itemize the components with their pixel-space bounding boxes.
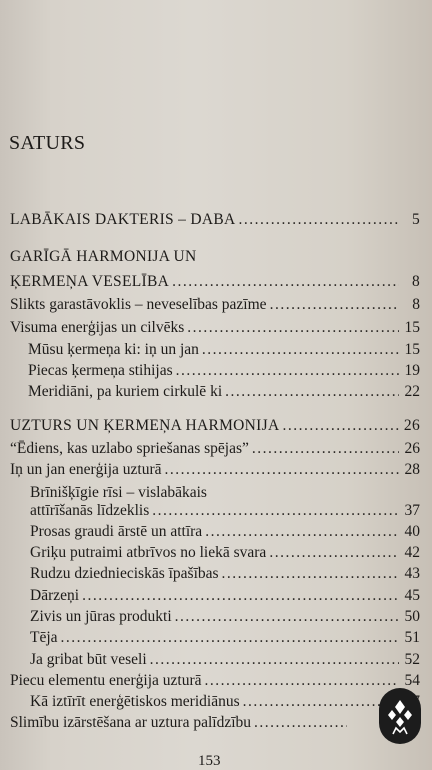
toc-entry-title: Prosas graudi ārstē un attīra (30, 523, 203, 540)
leader-dots (205, 673, 399, 689)
toc-entry-title: Piecu elementu enerģija uzturā (10, 672, 202, 689)
leader-dots (172, 274, 399, 290)
toc-entry-page: 40 (404, 523, 420, 540)
toc-entry-page: 51 (404, 629, 420, 646)
toc-entry (10, 462, 420, 478)
toc-entry (10, 673, 420, 689)
leader-dots (252, 441, 399, 457)
leader-dots (239, 212, 400, 228)
toc-entry (30, 652, 420, 668)
toc-entry-page: 45 (404, 587, 420, 604)
toc-entry-title: LABĀKAIS DAKTERIS – DABA (10, 211, 236, 228)
toc-entry-page: 42 (404, 544, 420, 561)
toc-entry (28, 342, 420, 358)
leader-dots (270, 297, 399, 313)
leader-dots (254, 715, 347, 731)
leader-dots (187, 320, 399, 336)
toc-entry-title: Tēja (30, 629, 58, 646)
diamond-logo-icon (379, 688, 421, 744)
toc-entry-title: Piecas ķermeņa stihijas (28, 362, 173, 379)
toc-entry (30, 545, 420, 561)
toc-entry-title: Meridiāni, pa kuriem cirkulē ki (28, 383, 223, 400)
toc-entry-title: Iņ un jan enerģija uzturā (10, 461, 162, 478)
toc-entry-title: Zivis un jūras produkti (30, 608, 172, 625)
toc-entry (10, 418, 420, 434)
toc-entry-page: 8 (411, 273, 420, 290)
toc-entry-page: 5 (411, 211, 420, 228)
toc-entry-title-line1: Brīnišķīgie rīsi – vislabākais (30, 484, 207, 501)
toc-entry-title: Mūsu ķermeņa ki: iņ un jan (28, 341, 199, 358)
toc-entry-title: Kā iztīrīt enerģētiskos meridiānus (30, 693, 240, 710)
toc-entry-title: Rudzu dziednieciskās īpašības (30, 565, 219, 582)
leader-dots (152, 503, 399, 519)
toc-entry-title: Dārzeņi (30, 587, 80, 604)
leader-dots (202, 342, 399, 358)
leader-dots (225, 384, 399, 400)
toc-entry-page: 37 (404, 502, 420, 519)
toc-entry-title: UZTURS UN ĶERMEŅA HARMONIJA (10, 417, 280, 434)
toc-entry (30, 566, 420, 582)
toc-entry (28, 384, 420, 400)
leader-dots (165, 462, 400, 478)
toc-entry-page: 50 (404, 608, 420, 625)
toc-entry-page: 15 (404, 341, 420, 358)
toc-entry-title: Griķu putraimi atbrīvos no liekā svara (30, 544, 267, 561)
leader-dots (150, 652, 399, 668)
toc-entry (30, 694, 420, 710)
toc-entry (10, 715, 368, 731)
page-number: 153 (198, 753, 221, 769)
toc-entry-title: Ja gribat būt veseli (30, 651, 147, 668)
toc-entry (30, 609, 420, 625)
leader-dots (61, 630, 399, 646)
toc-entry-page: 15 (404, 319, 420, 336)
toc-entry (10, 320, 420, 336)
toc-entry-title: Slimību izārstēšana ar uztura palīdzību (10, 714, 252, 731)
toc-entry-page: 26 (403, 417, 420, 434)
toc-entry-title: ĶERMEŅA VESELĪBA (10, 273, 170, 290)
toc-entry-page: 22 (404, 383, 420, 400)
leader-dots (205, 524, 399, 540)
toc-entry (10, 212, 420, 228)
toc-entry (30, 588, 420, 604)
toc-entry-page: 43 (404, 565, 420, 582)
leader-dots (175, 609, 399, 625)
toc-entry-page: 28 (404, 461, 420, 478)
leader-dots (222, 566, 399, 582)
leader-dots (282, 418, 399, 434)
toc-entry-page: 54 (404, 672, 420, 689)
toc-entry (30, 524, 420, 540)
page-title: SATURS (9, 132, 86, 154)
toc-entry (10, 274, 420, 290)
toc-entry (10, 297, 420, 313)
toc-entry (30, 630, 420, 646)
toc-entry-title: Visuma enerģijas un cilvēks (10, 319, 185, 336)
toc-entry-page: 52 (404, 651, 420, 668)
toc-entry-title: “Ēdiens, kas uzlabo spriešanas spējas” (10, 440, 249, 457)
leader-dots (176, 363, 399, 379)
toc-entry (28, 363, 420, 379)
leader-dots (82, 588, 399, 604)
toc-entry-page: 8 (412, 296, 420, 313)
toc-entry (30, 503, 420, 519)
leader-dots (269, 545, 399, 561)
toc-entry-page: 26 (404, 440, 420, 457)
toc-entry (10, 441, 420, 457)
toc-entry-title: Slikts garastāvoklis – neveselības pazīme (10, 296, 267, 313)
leader-dots (243, 694, 399, 710)
toc-entry-title-line1: GARĪGĀ HARMONIJA UN (10, 248, 197, 265)
toc-entry-page: 19 (404, 362, 420, 379)
toc-entry-title: attīrīšanās līdzeklis (30, 502, 150, 519)
